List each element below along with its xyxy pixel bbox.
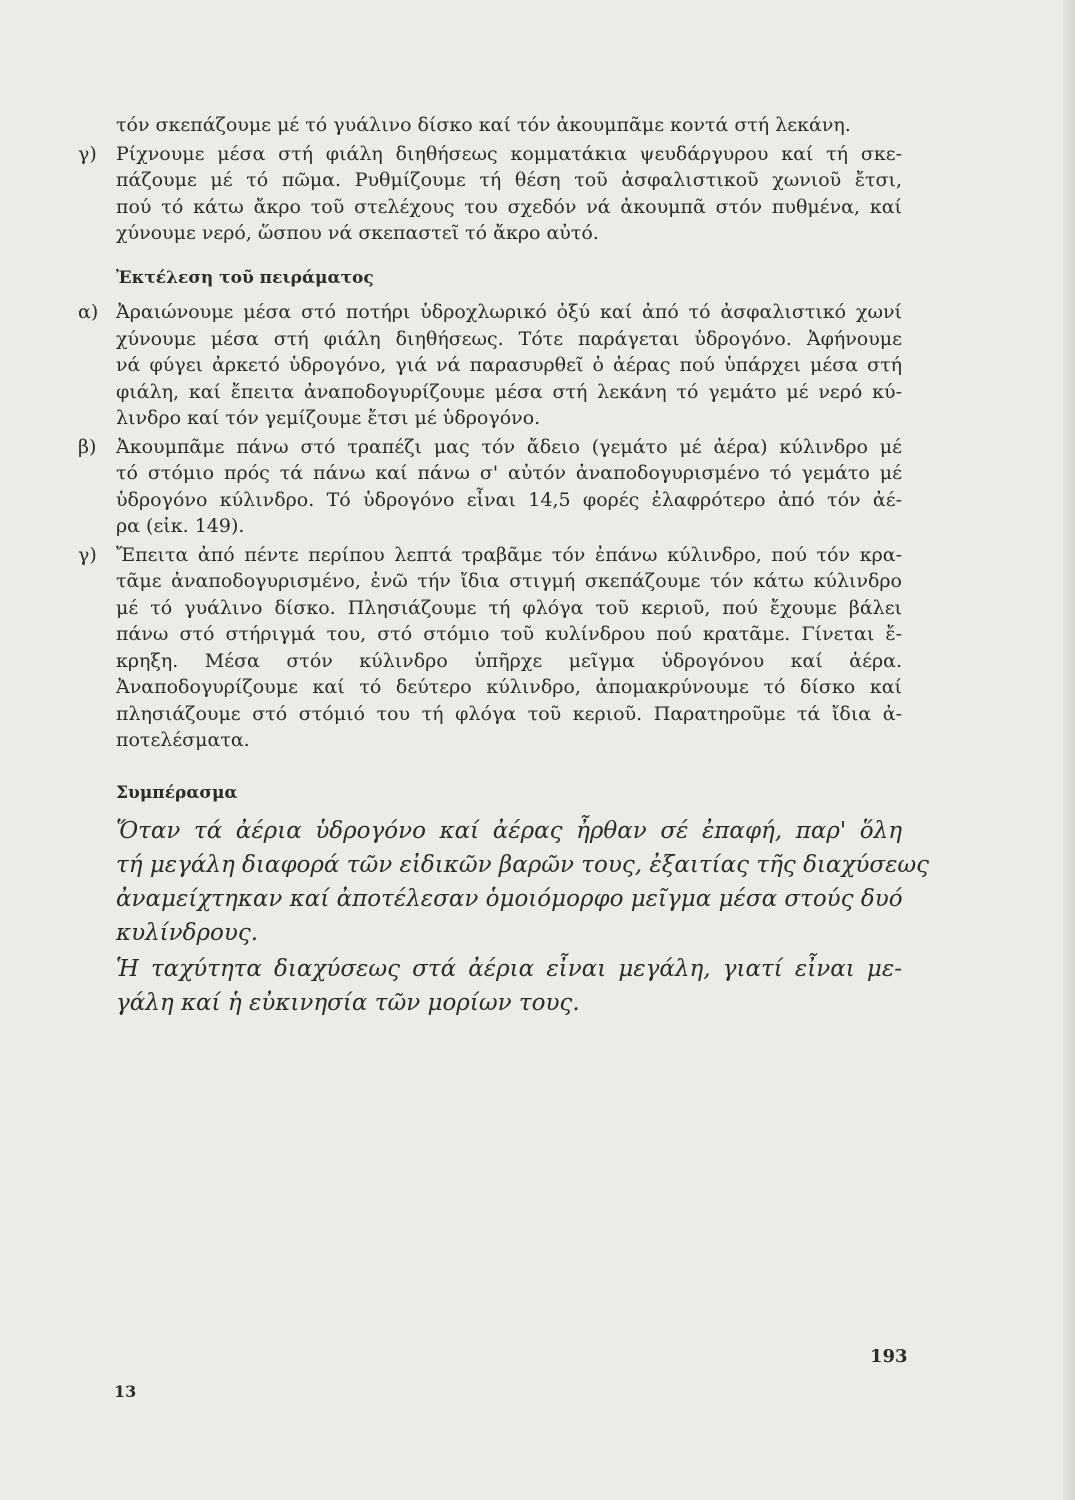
text-line: τή μεγάλη διαφορά τῶν εἰδικῶν βαρῶν τους, ἐξαιτίας τῆς διαχύσεως: [116, 852, 930, 878]
text-line: μέ τό γυάλινο δίσκο. Πλησιάζουμε τή φλόγα τοῦ κεριοῦ, πού ἔχουμε βάλει: [116, 596, 902, 619]
text-line: ρα (εἰκ. 149).: [116, 515, 245, 537]
preparation-step-g: [78, 141, 902, 247]
text-line: τό στόμιο πρός τά πάνω καί πάνω σ' αὐτόν ἀναποδογυρισμένο τό γεμάτο μέ: [116, 462, 902, 484]
step-marker: α): [78, 301, 99, 323]
conclusion-heading: Συμπέρασμα: [116, 782, 238, 803]
text-line: γάλη καί ἡ εὐκινησία τῶν μορίων τους.: [116, 990, 580, 1016]
experiment-steps: [78, 299, 902, 754]
text-line: Ἔπειτα ἀπό πέντε περίπου λεπτά τραβᾶμε τόν ἐπάνω κύλινδρο, πού τόν κρα-: [116, 543, 902, 566]
experiment-step: [78, 542, 902, 754]
step-marker: γ): [78, 142, 97, 165]
intro-paragraph: [116, 112, 902, 139]
text-line: πάνω στό στήριγμά του, στό στόμιο τοῦ κυλίνδρου πού κρατᾶμε. Γίνεται ἔ-: [116, 623, 902, 645]
step-marker: γ): [78, 543, 97, 566]
text-line: πού τό κάτω ἄκρο τοῦ στελέχους του σχεδόν νά ἀκουμπᾶ στόν πυθμένα, καί: [116, 195, 902, 218]
text-line: ποτελέσματα.: [116, 729, 250, 751]
conclusion-paragraph: [116, 952, 902, 1020]
text-line: Ἡ ταχύτητα διαχύσεως στά ἀέρια εἶναι μεγάλη, γιατί εἶναι με-: [116, 956, 902, 982]
text-line: Ὅταν τά ἀέρια ὑδρογόνο καί ἀέρας ἦρθαν σέ ἐπαφή, παρ' ὅλη: [116, 818, 902, 844]
section-heading: Ἐκτέλεση τοῦ πειράματος: [116, 267, 374, 288]
text-line: τᾶμε ἀναποδογυρισμένο, ἐνῶ τήν ἴδια στιγμή σκεπάζουμε τόν κάτω κύλινδρο: [116, 570, 902, 592]
signature-mark: 13: [114, 1382, 137, 1401]
experiment-step: [78, 299, 902, 432]
text-line: λινδρο καί τόν γεμίζουμε ἔτσι μέ ὑδρογόνο.: [116, 407, 541, 429]
page-edge-shadow: [1063, 0, 1075, 1500]
text-line: ὑδρογόνο κύλινδρο. Τό ὑδρογόνο εἶναι 14,5 φορές ἐλαφρότερο ἀπό τόν ἀέ-: [116, 488, 902, 511]
text-line: τόν σκεπάζουμε μέ τό γυάλινο δίσκο καί τόν ἀκουμπᾶμε κοντά στή λεκάνη.: [116, 114, 851, 136]
conclusion-paragraph: [116, 814, 930, 950]
conclusion-text: [116, 814, 930, 1020]
text-line: Ἀραιώνουμε μέσα στό ποτήρι ὑδροχλωρικό ὀξύ καί ἀπό τό ἀσφαλιστικό χωνί: [116, 301, 902, 323]
text-line: νά φύγει ἀρκετό ὑδρογόνο, γιά νά παρασυρθεῖ ὁ ἀέρας πού ὑπάρχει μέσα στή: [116, 354, 902, 376]
text-line: Ἀναποδογυρίζουμε καί τό δεύτερο κύλινδρο, ἀπομακρύνουμε τό δίσκο καί: [116, 676, 902, 698]
text-line: χύνουμε μέσα στή φιάλη διηθήσεως. Τότε παράγεται ὑδρογόνο. Ἀφήνουμε: [116, 327, 902, 350]
text-line: πάζουμε μέ τό πῶμα. Ρυθμίζουμε τή θέση τοῦ ἀσφαλιστικοῦ χωνιοῦ ἔτσι,: [116, 169, 902, 191]
page-number: 193: [870, 1346, 908, 1367]
step-marker: β): [78, 435, 97, 458]
text-line: κρηξη. Μέσα στόν κύλινδρο ὑπῆρχε μεῖγμα ὑδρογόνου καί ἀέρα.: [116, 649, 902, 672]
text-line: Ἀκουμπᾶμε πάνω στό τραπέζι μας τόν ἄδειο (γεμάτο μέ ἀέρα) κύλινδρο μέ: [116, 435, 902, 458]
experiment-step: [78, 434, 902, 540]
text-line: πλησιάζουμε στό στόμιό του τή φλόγα τοῦ κεριοῦ. Παρατηροῦμε τά ἴδια ἀ-: [116, 702, 902, 725]
text-line: κυλίνδρους.: [116, 920, 259, 946]
text-line: ἀναμείχτηκαν καί ἀποτέλεσαν ὁμοιόμορφο μεῖγμα μέσα στούς δυό: [116, 886, 903, 912]
page-body: [78, 112, 930, 1022]
text-line: Ρίχνουμε μέσα στή φιάλη διηθήσεως κομματάκια ψευδάργυρου καί τή σκε-: [116, 142, 902, 165]
text-line: χύνουμε νερό, ὥσπου νά σκεπαστεῖ τό ἄκρο αὐτό.: [116, 222, 599, 244]
text-line: φιάλη, καί ἔπειτα ἀναποδογυρίζουμε μέσα στή λεκάνη τό γεμάτο μέ νερό κύ-: [116, 380, 902, 403]
